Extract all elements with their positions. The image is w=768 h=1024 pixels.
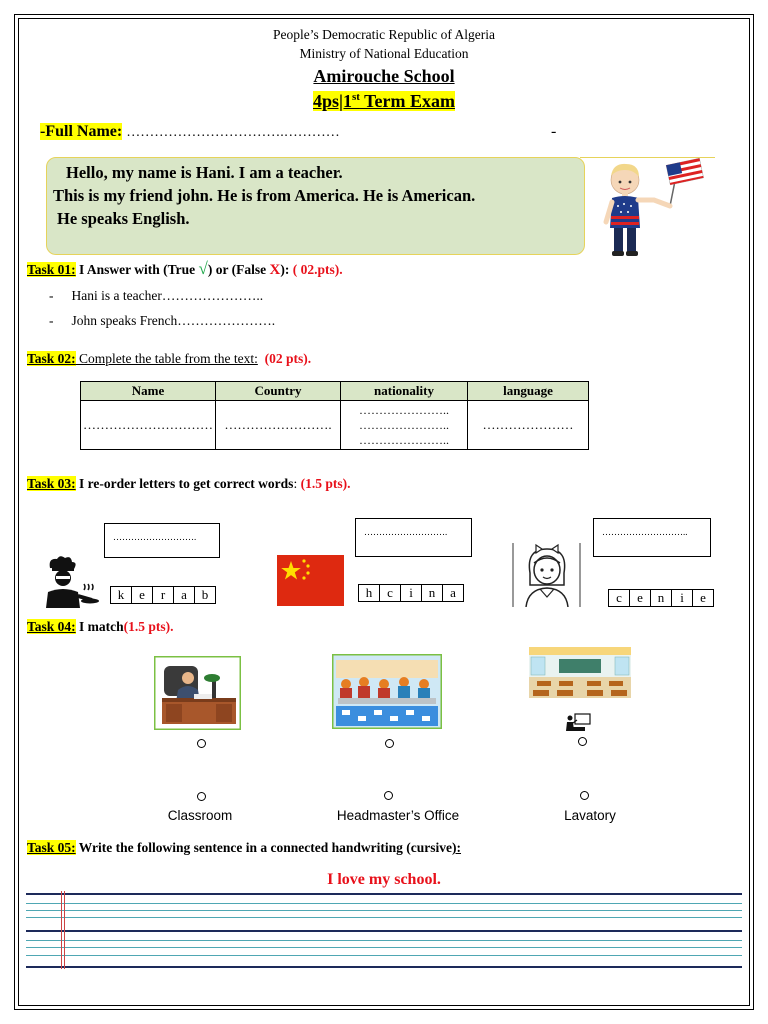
table-header-country: Country xyxy=(216,382,341,401)
china-flag-icon xyxy=(277,555,344,606)
table-header-name: Name xyxy=(81,382,216,401)
exam-title: 4ps|1st Term Exam xyxy=(313,91,455,111)
teacher-board-icon xyxy=(565,713,591,731)
full-name-line: -Full Name: …………………………….………… xyxy=(40,123,340,140)
intro-line-3: He speaks English. xyxy=(57,209,190,228)
match-dot-word-3[interactable] xyxy=(580,791,589,800)
answer-box-3[interactable]: ……………………….. xyxy=(593,518,711,557)
table-header-nationality: nationality xyxy=(341,382,468,401)
answer-box-1[interactable]: ………………………. xyxy=(104,523,220,558)
answer-box-2[interactable]: ………………………. xyxy=(355,518,472,557)
task4-instruction: Task 04: I match(1.5 pts). xyxy=(27,619,174,634)
task2-instruction: Task 02: Complete the table from the text: (02 pts). xyxy=(27,351,312,366)
task1-instruction: Task 01: I Answer with (True √) or (False X): ( 02.pts). xyxy=(27,259,343,278)
intro-line-2: This is my friend john. He is from America. He is American. xyxy=(53,186,476,205)
header-country: People’s Democratic Republic of Algeria xyxy=(273,27,495,42)
table-cell-name[interactable]: ………………………… xyxy=(81,401,216,450)
match-dot-picture-3[interactable] xyxy=(578,737,587,746)
match-label-lavatory: Lavatory xyxy=(564,808,616,823)
match-dot-word-1[interactable] xyxy=(197,792,206,801)
match-label-classroom: Classroom xyxy=(167,808,233,823)
task5-instruction: Task 05: Write the following sentence in a connected handwriting (cursive): xyxy=(27,840,462,855)
full-name-dash: - xyxy=(551,123,557,140)
boy-with-flag-icon xyxy=(598,158,708,258)
header-ministry: Ministry of National Education xyxy=(299,46,469,61)
dining-hall-picture xyxy=(332,654,442,729)
scrambled-word-2: h c i n a xyxy=(358,584,464,602)
table-cell-country[interactable]: ……………………. xyxy=(216,401,341,450)
school-name: Amirouche School xyxy=(313,66,455,86)
headmaster-office-picture xyxy=(154,656,241,730)
match-dot-picture-1[interactable] xyxy=(197,739,206,748)
task2-table xyxy=(80,381,589,450)
classroom-picture xyxy=(529,647,631,698)
match-label-headmaster-office: Headmaster’s Office xyxy=(336,808,460,823)
cursive-sentence: I love my school. xyxy=(327,871,441,888)
task3-instruction: Task 03: I re-order letters to get correct words: (1.5 pts). xyxy=(27,476,351,491)
intro-line-1: Hello, my name is Hani. I am a teacher. xyxy=(66,163,343,182)
margin-line-2 xyxy=(64,891,65,969)
girl-icon xyxy=(512,543,582,607)
task1-item-1: - Hani is a teacher………………….. xyxy=(49,288,264,303)
match-dot-word-2[interactable] xyxy=(384,791,393,800)
scrambled-word-3: c e n i e xyxy=(608,589,714,607)
scrambled-word-1: k e r a b xyxy=(110,586,216,604)
chef-icon xyxy=(38,554,100,608)
table-header-language: language xyxy=(468,382,589,401)
table-cell-language[interactable]: ………………… xyxy=(468,401,589,450)
margin-line-1 xyxy=(61,891,62,969)
match-dot-picture-2[interactable] xyxy=(385,739,394,748)
task1-item-2: - John speaks French…………………. xyxy=(49,313,276,328)
table-cell-nationality[interactable]: ………………….. ………………….. ………………….. xyxy=(341,401,468,450)
